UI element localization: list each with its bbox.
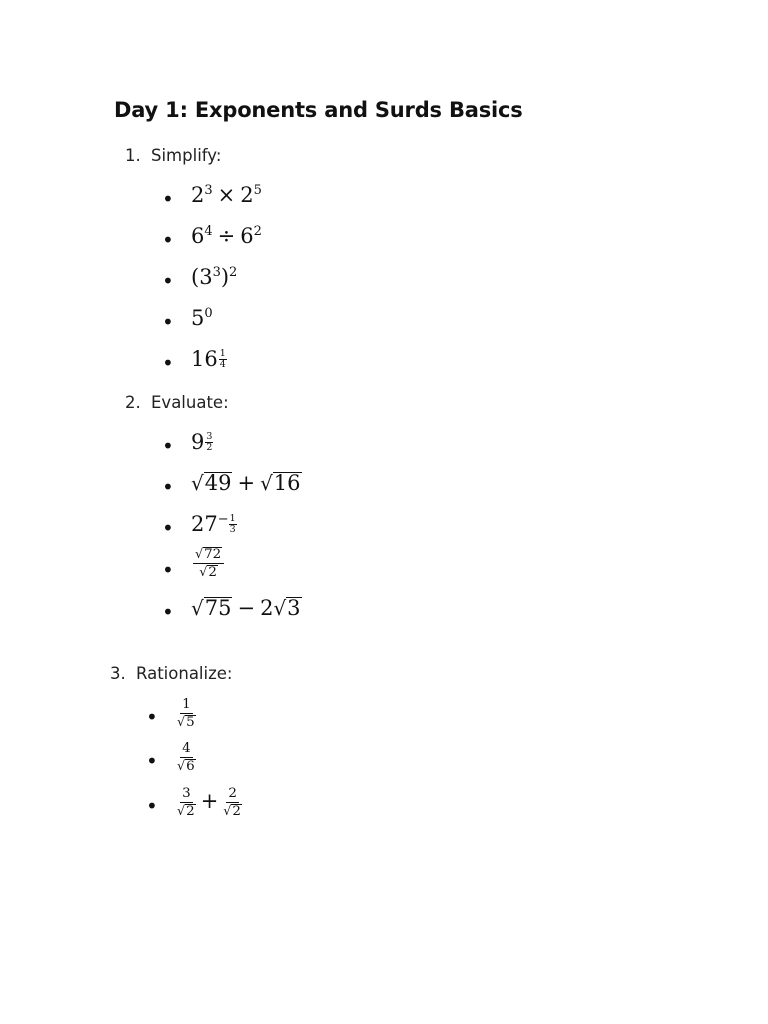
math-expression: $5^0$ [191,305,213,330]
section-label: Simplify: [151,146,222,165]
math-expression: $2^3 \times 2^5$ [191,182,262,207]
list-bullet: • [162,434,174,458]
math-expression: $\frac{1}{√5}$ [177,697,195,731]
list-bullet: • [162,600,174,624]
list-bullet: • [146,749,158,773]
math-expression: 16 $\frac{1}{4}$ [191,347,226,371]
page-title: Day 1: Exponents and Surds Basics [114,98,523,122]
section-number: 2. [125,393,141,412]
section-number: 3. [110,664,126,683]
list-bullet: • [146,794,158,818]
list-bullet: • [162,269,174,293]
math-expression: $\frac{3}{√2}$ + $\frac{2}{√2}$ [177,786,241,820]
section-label: Evaluate: [151,393,229,412]
list-bullet: • [162,351,174,375]
math-expression: $(3^3)^2$ [191,264,238,289]
math-expression: 27− $\frac{1}{3}$ [191,511,236,536]
list-bullet: • [162,228,174,252]
list-bullet: • [162,310,174,334]
list-bullet: • [162,475,174,499]
section-heading-simplify [125,146,221,165]
math-expression: $\frac{√72}{√2}$ [193,547,224,581]
math-expression: √75 − 2√3 [191,596,301,620]
section-number: 1. [125,146,141,165]
list-bullet: • [162,558,174,582]
math-expression: $\frac{4}{√6}$ [177,741,195,775]
math-expression: √49 + √16 [191,471,301,495]
list-bullet: • [162,187,174,211]
section-heading-rationalize [110,664,232,683]
math-expression: 9 $\frac{3}{2}$ [191,430,213,454]
section-label: Rationalize: [136,664,233,683]
math-expression: $6^4 \div 6^2$ [191,223,262,248]
section-heading-evaluate [125,393,229,412]
list-bullet: • [162,516,174,540]
list-bullet: • [146,705,158,729]
